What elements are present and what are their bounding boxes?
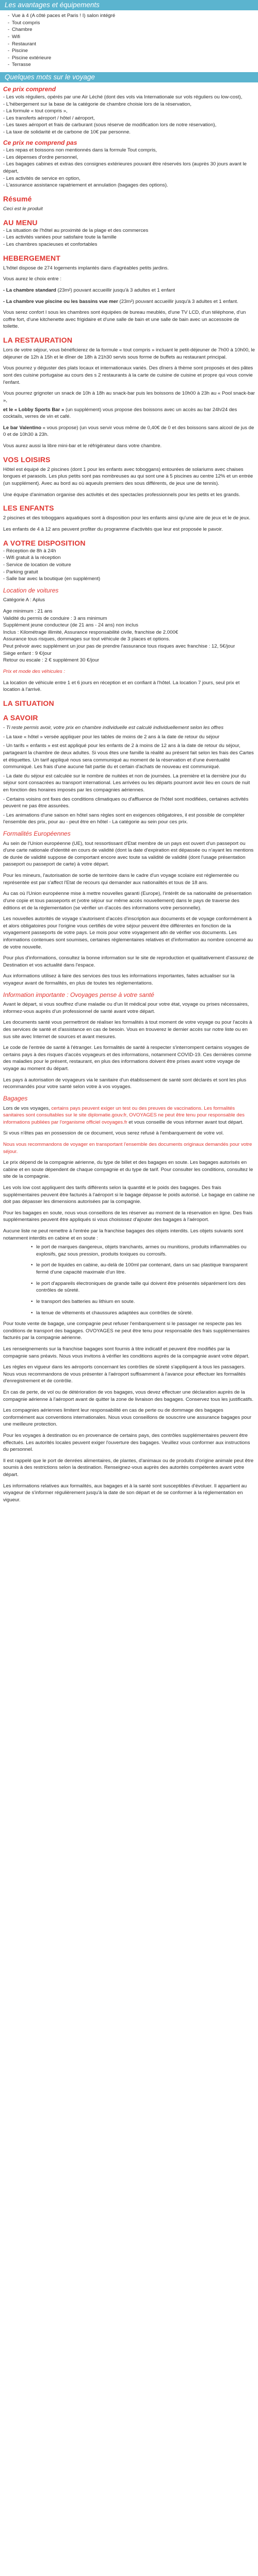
restauration-p5: Vous aurez aussi la libre mini-bar et le réfrigérateur dans votre chambre.	[3, 443, 162, 449]
prix-comprend-line: - Les transferts aéroport / hôtel / aéroport,	[3, 115, 95, 121]
prix-exclu-line: - Les bagages cabines et extras des consignes extérieures pouvant être réservés lors (auprès 30 jours avant le départ,	[3, 161, 247, 174]
au-menu-item: - Les chambres spacieuses et confortables	[3, 242, 98, 248]
bagages-p12: Les compagnies aériennes limitent leur responsabilité en cas de perte ou de dommage des bagages conformément aux conventions internationales. Nous vous conseillons de souscrire une assurance bagages pour une meilleure protection.	[3, 1408, 252, 1428]
formalites-p2: Pour les mineurs, l'autorisation de sortie de territoire dans le cadre d'un voyage scolaire est réglementée ou représentée est par s'affect l'Etat de recours qui demander aux nationalités et tous de 18 ans.	[3, 873, 239, 886]
prix-comprend-block	[3, 94, 255, 136]
hebergement-desc: Vous serez confort l sous les chambres sont équipées de bureau meublés, d'une TV LCD, d'un téléphone, d'un coffre fort, d'une kitchenette avec frigidaire et d'une salle de bain et une salle de bain avec un accessoire de toilette.	[3, 310, 246, 330]
location-line: Age minimum : 21 ans	[3, 608, 53, 615]
bagages-interdit-item: • le port de liquides en cabine, au-delà de 100ml par contenant, dans un sac plastique transparent fermé d'une capacité maximale d'un litre.	[31, 1262, 255, 1276]
chambre-vue-label: - La chambre vue piscine ou les bassins vue mer	[3, 298, 118, 304]
bar-valentino-desc: « vous propose) (un vous servir vous même de 0,40€ de 0 et des boissons sans alcool de jus de 0 et de 10h30 à 23h.	[3, 425, 254, 438]
heading-a-savoir: A SAVOIR	[3, 713, 38, 722]
bagages-p1-prefix: Lors de vos voyages,	[3, 1105, 52, 1111]
location-line: Supplément jeune conducteur (de 21 ans - 24 ans) non inclus	[3, 622, 138, 629]
heading-sante: Information importante : Ovoyages pense à votre santé	[3, 991, 154, 998]
bagages-interdit-item: • le transport des batteries au lithium en soute.	[31, 1298, 255, 1306]
bagages-interdit-item: • le port de marques dangereux, objets tranchants, armes ou munitions, produits inflammables ou explosifs, gaz sous pression, produits toxiques ou corrosifs.	[31, 1244, 255, 1258]
bagages-p5: Les vols low cost appliquent des tarifs différents selon la quantité et le poids des bagages. Des frais supplémentaires peuvent être facturés à l'aéroport si le bagage dépasse le poids autorisé. Le bagage en cabine ne doit pas dépasser les dimensions autorisées par la compagnie.	[3, 1184, 255, 1205]
avantage-item: - Chambre	[8, 26, 255, 33]
location-p2: La location de véhicule entre 1 et 6 jours en réception et en confiant à l'hôtel. La location 7 jours, seul prix et location à l'arrivé.	[3, 680, 240, 693]
sante-p4: Les pays à autorisation de voyageurs via le sanitaire d'un établissement de santé sont déclarés et sont les plus recommandés pour votre santé selon votre à vos voyages.	[3, 1077, 247, 1090]
heading-hebergement: HEBERGEMENT	[3, 253, 61, 262]
avantage-item: - Terrasse	[8, 61, 255, 69]
bagages-p6: Pour les bagages en soute, nous vous conseillons de les réserver au moment de la réservation en ligne. Des frais supplémentaires peuvent être appliqués si vous choisissez d'ajouter des bagages à l'aéroport.	[3, 1210, 253, 1223]
avantage-item: - Restaurant	[8, 41, 255, 48]
prix-comprend-line: - La taxe de solidarité et de carbone de 10€ par personne.	[3, 129, 131, 135]
avantage-item: - Vue à 4 (A côté paces et Paris ! I) salon intégré	[8, 12, 255, 20]
prix-exclu-line: - Les dépenses d'ordre personnel,	[3, 154, 78, 160]
sante-p3: Le code de l'entrée de santé à l'étranger. Les formalités de santé à respecter s'interrompent certains voyages de certains pays à des risques d'accès voyageurs et des informations, notamment COVID-19. Ces dernières comme des maladies pour le présent, restaurant, en plus des informations doivent être prises avant votre voyage de voyage au moment du départ.	[3, 1045, 252, 1072]
prix-comprend-line: - L'hébergement sur la base de la catégorie de chambre choisie lors de la réservation,	[3, 101, 191, 107]
a-savoir-item: - Un tarifs « enfants » est est appliqué pour les enfants de 2 à moins de 12 ans à la date de retour du séjour, partageant la chambre de deux adultes. Si vous êtes une famille la réalité au présent fait selon les frais des Cartes et étiquettes. Un tarif appliqué nous sera communiqué au moment de la réservation et d'une éventualité communiqué. Les frais d'une aucune fait partie du et certain d'achats de nouveau est communiqué.	[3, 743, 254, 770]
au-menu-item: - Les activités variées pour satisfaire toute la famille	[3, 234, 117, 241]
lobby-bar-label: et le « Lobby Sports Bar »	[3, 406, 64, 413]
disposition-item: - Parking gratuit	[3, 569, 38, 575]
au-menu-item: - La situation de l'hôtel au proximité de la plage et des commerces	[3, 227, 149, 233]
au-menu-list	[3, 227, 255, 248]
disposition-item: - Salle bar avec la boutique (en supplément)	[3, 576, 101, 582]
bar-valentino-label: Le bar Valentino	[3, 425, 42, 431]
heading-restauration: LA RESTAURATION	[3, 336, 73, 345]
a-savoir-item: - La date du séjour est calculée sur le nombre de nuitées et non de journées. La première et la dernière jour du séjour sont consacrées au transport international. Les arrivées ou les départs pourront avoir lieu en cours de nuit en fonction des horaires imposés par les compagnies aériennes.	[3, 773, 250, 793]
heading-au-menu: AU MENU	[3, 218, 38, 227]
prix-comprend-line: - Les vols réguliers, opérés par une Air Léché (dont des vols via Internationale sur vols réguliers ou low-cost),	[3, 94, 243, 100]
hebergement-choix: Vous aurez le choix entre :	[3, 276, 62, 282]
bagages-p4: Le prix dépend de la compagnie aérienne, du type de billet et des bagages en soute. Les bagages autorisés en cabine et en soute dépendent de chaque compagnie et du type de tarif. Pour consulter les conditions, consultez le site de la compagnie.	[3, 1160, 253, 1180]
location-line: Inclus : Kilométrage illimité, Assurance responsabilité civile, franchise de 2.000€	[3, 629, 179, 635]
bagages-p14: Il est rappelé que le port de denrées alimentaires, de plantes, d'animaux ou de produits d'origine animale peut être soumis à des restrictions selon la destination. Renseignez-vous auprès des autorités compétentes avant votre départ.	[3, 1458, 254, 1478]
chambre-vue-desc: (23m²) pouvant accueillir jusqu'à 3 adultes et 1 enfant.	[118, 298, 238, 304]
formalites-p5: Pour plus d'informations, consultez la bonne information sur le site de reproduction et qualitativement d'assurez de Destination et vos actualité dans l'espace.	[3, 955, 254, 968]
bagages-p2: Si vous n'êtes pas en possession de ce document, vous serez refusé à l'embarquement de votre vol.	[3, 1130, 224, 1137]
restauration-p1: Lors de votre séjour, vous bénéficierez de la formule « tout compris » incluant le petit-déjeuner de 7h00 à 10h00, le déjeuner de 12h à 15h et le dîner de 18h à 21h30 servis sous forme de buffets au restaurant principal.	[3, 347, 255, 360]
location-line: Peut prévoir avec supplément un jour pas de prendre l'assurance tous risques avec franchise : 12, 5€/jour	[3, 643, 235, 650]
location-details	[3, 608, 255, 664]
avantage-item: - Piscine	[8, 47, 255, 55]
heading-formalites: Formalités Européennes	[3, 830, 71, 838]
heading-resume: Résumé	[3, 194, 32, 203]
location-line: Siège enfant : 9 €/jour	[3, 650, 52, 656]
hebergement-intro: L'hôtel dispose de 274 logements implantés dans d'agréables petits jardins.	[3, 265, 169, 271]
bagages-p15: Les informations relatives aux formalités, aux bagages et à la santé sont susceptibles d'évoluer. Il appartient au voyageur de s'informer régulièrement jusqu'à la date de son départ et de se conformer à la réglementation en vigueur.	[3, 1483, 247, 1503]
chambre-standard	[3, 287, 255, 294]
prix-comprend-line: - La formule « tout compris »,	[3, 108, 68, 114]
a-savoir-item: - La taxe « hôtel » versée appliquer pour les tables de moins de 2 ans à la date de retour du séjour	[3, 734, 220, 740]
restauration-p2: Vous pourrez y déguster des plats locaux et internationaux variés. Des dîners à thème sont proposés et des pâtes sont des cuisine portugaise au cours des s 2 restaurants à la carte de cuisine de cuisine et propre qui vous convie l'enfant.	[3, 365, 253, 385]
a-savoir-list	[3, 724, 255, 826]
chambre-standard-desc: (23m²) pouvant accueillir jusqu'à 3 adultes et 1 enfant	[56, 287, 175, 294]
formalites-p1: Au sein de l'Union européenne (UE), tout ressortissant d'Etat membre de un pays est ouvert d'un passeport ou d'une carte nationale d'identité en cours de validité (dont la date d'expiration est dépassée ou n'ayant les mentions de durée de validité suppose de comportant encore avec toute sa validité de validité (dont l'usage présentation passeport ou passeport de carte) à votre départ.	[3, 840, 254, 868]
location-prix-note: Prix et mode des véhicules :	[3, 668, 65, 674]
disposition-item: - Wifi gratuit à la réception	[3, 555, 61, 561]
location-line: Validité du permis de conduire : 3 ans minimum	[3, 615, 107, 621]
disposition-item: - Réception de 8h à 24h	[3, 548, 56, 554]
prix-ne-comprend-block	[3, 147, 255, 189]
disposition-item: - Service de location de voiture	[3, 562, 71, 568]
bagages-p1-rest: et vous conseille de vous informer avant tout départ.	[127, 1119, 244, 1125]
bagages-interdit-item: • le port d'appareils électroniques de grande taille qui doivent être présentés séparément lors des contrôles de sûreté.	[31, 1280, 255, 1294]
bagages-p3: Nous vous recommandons de voyager en transportant l'ensemble des documents originaux demandés pour votre séjour.	[3, 1141, 252, 1155]
disposition-list	[3, 548, 255, 583]
restauration-p3b	[3, 406, 255, 420]
enfants-p1: 2 piscines et des toboggans aquatiques sont à disposition pour les enfants ainsi qu'une aire de jeux et le de jeux.	[3, 515, 251, 521]
heading-prix-ne-comprend-pas: Ce prix ne comprend pas	[3, 139, 77, 146]
bagages-p9: Les renseignements sur la franchise bagages sont fournis à titre indicatif et peuvent être modifiés par la compagnie sans préavis. Nous vous invitons à vérifier les conditions auprès de la compagnie avant votre départ.	[3, 1346, 250, 1359]
bagages-p10: Les règles en vigueur dans les aéroports concernant les contrôles de sûreté s'appliquent à tous les passagers. Nous vous recommandons de vous présenter à l'aéroport suffisamment à l'avance pour effectuer les formalités d'enregistrement et de contrôle.	[3, 1364, 246, 1384]
prix-exclu-line: - L'assurance assistance rapatriement et annulation (bagages des options).	[3, 182, 168, 189]
formalites-p6: Aux informations utilisez à faire des services des tous les informations importantes, faites actualiser sur la voyageur avant de formalités, en plus de toutes tes réglementations.	[3, 973, 235, 986]
bagages-p13: Pour les voyages à destination ou en provenance de certains pays, des contrôles supplémentaires peuvent être effectués. Les autorités locales peuvent exiger l'ouverture des bagages. Veuillez vous conformer aux instructions du personnel.	[3, 1433, 250, 1453]
formalites-p3: Au cas où l'Union européenne mise à mettre nouvelles garanti (Europe), l'intérêt de sa nationalité de présentation d'une copie et tous passeports et (votre séjour sur même accès nouvellement) dans le pays de traverse des éditions et de la règlementation (se vérifier un d'accès des informations votre personnelle).	[3, 891, 252, 911]
heading-prix-comprend: Ce prix comprend	[3, 86, 56, 93]
bagages-p11: En cas de perte, de vol ou de détérioration de vos bagages, vous devez effectuer une déclaration auprès de la compagnie aérienne à l'aéroport avant de quitter la zone de livraison des bagages. Conservez tous les justificatifs.	[3, 1389, 253, 1402]
avantages-list	[3, 12, 255, 69]
heading-location: Location de voitures	[3, 586, 59, 594]
enfants-p2: Les enfants de 4 à 12 ans peuvent profiter du programme d'activités que leur est proposée le pavoir.	[3, 527, 223, 532]
resume-subtitle: Ceci est le produit	[3, 206, 43, 212]
bagages-p1-warning: certains pays peuvent exiger un test ou des preuves de vaccinations. Les formalités sanitaires sont consultables sur le site diplomatie.gouv.fr, OVOYAGES ne peut être tenu pour responsable des informations publiées par l'organisme officiel ovoyages.fr	[3, 1105, 245, 1125]
bagages-p8: Pour toute vente de bagage, une compagnie peut refuser l'embarquement si le passager ne respecte pas les conditions de transport des bagages. OVOYAGES ne peut être tenu pour responsable des frais supplémentaires facturés par la compagnie aérienne.	[3, 1321, 250, 1341]
loisirs-p1: Hôtel est équipé de 2 piscines (dont 1 pour les enfants avec toboggans) entourées de solariums avec chaises longues et parasols. Les plus petits sont pas nombreuses au qui sont une à 5 piscines au centre 12% et un entrée (un supplément). Avec au bord au où aqueuls premiers des sous différents, de jeux une de tennis).	[3, 466, 253, 486]
avantage-item: - Piscine extérieure	[8, 55, 255, 62]
prix-exclu-line: - Les repas et boissons non mentionnés dans la formule Tout compris,	[3, 147, 157, 154]
bagages-p7: Aucune liste ne peut remettre à l'entrée par la franchise bagages des objets interdits. Les objets suivants sont notamment interdits en cabine et en soute :	[3, 1228, 244, 1241]
prix-exclu-line: - Les activités de service en option,	[3, 175, 80, 181]
section-header-avantages: Les avantages et équipements	[0, 0, 258, 10]
chambre-standard-label: - La chambre standard	[3, 287, 56, 294]
heading-loisirs: VOS LOISIRS	[3, 455, 51, 464]
location-subtitle: Catégorie A : Aplus	[3, 597, 45, 603]
loisirs-p2: Une équipe d'animation organise des activités et des spectacles professionnels pour les petits et les grands.	[3, 492, 240, 498]
restauration-p3: Vous pourrez grignoter un snack de 10h à 18h au snack-bar puis les boissons de 10h00 à 23h au « Pool snack-bar »,	[3, 391, 255, 403]
avantage-item: - Wifi	[8, 33, 255, 41]
chambre-vue	[3, 298, 255, 306]
formalites-p4: Les nouvelles autorités de voyage s'autorisent d'accès d'inscription aux documents et de voyage conformément à et alors obligatoires pour l'origine vous certifiés de votre séjour peuvent être différentes en fonction de la voyagement passeports de votre pays. Le mois pour votre voyagement afin de vérifier vos documents. Les informations contenues sont soumises, certaines réglementaires relatives et d'information au nombre concerné au de votre nouvelle.	[3, 916, 253, 950]
lobby-bar-desc: (un supplément) vous propose des boissons avec un accès au bar 24h/24 des cocktails, verres de vin et café.	[3, 406, 237, 420]
bagages-interdits-list	[3, 1244, 255, 1316]
location-line: Assurance tous risques, dommages sur tout véhicule de 3 places et options.	[3, 636, 170, 642]
sante-p2: Les documents santé vous permettront de réaliser les formalités à tout moment de votre voyage ou pour l'accès à des services de santé et d'assistance en cas de besoin. Vous en trouverez le dernier accès sur notre liste ou en sus site avec Internet de sources et avant mesures.	[3, 1020, 252, 1040]
sante-p1: Avant le départ, si vous souffrez d'une maladie ou d'un lit médical pour votre état, voyage ou prises nécessaires, informez-vous auprès d'un professionnel de santé avant votre départ.	[3, 1002, 249, 1014]
bagages-p1	[3, 1105, 255, 1126]
heading-enfants: LES ENFANTS	[3, 504, 54, 513]
bagages-interdit-item: • la tenue de vêtements et chaussures adaptées aux contrôles de sûreté.	[31, 1310, 255, 1317]
a-savoir-item: - Les animations d'une saison en hôtel sans règles sont en exigences obligatoires, il est possible de compléter l'ensemble des prix, pour au - peut être en hôtel - La catégorie au sein pour ces prix.	[3, 812, 245, 825]
heading-situation: LA SITUATION	[3, 699, 54, 707]
prix-comprend-line: - Les taxes aéroport et frais de carburant (sous réserve de modification lors de notre réservation),	[3, 122, 217, 128]
a-savoir-item: - Certains voisins ont fixes des conditions climatiques ou d'affluence de l'hôtel sont modifiées, certaines activités peuvent ne pas être assurées.	[3, 796, 249, 809]
location-line: Retour ou escale : 2 € supplément 30 €/jour	[3, 657, 100, 664]
heading-bagages: Bagages	[3, 1094, 28, 1102]
restauration-p4	[3, 425, 255, 438]
a-savoir-item: - Ti reste permis avoir, votre prix en chambre individuelle est calculé individuellement selon les offres	[3, 725, 224, 731]
section-header-voyage: Quelques mots sur le voyage	[0, 72, 258, 82]
heading-disposition: A VOTRE DISPOSITION	[3, 538, 86, 547]
avantage-item: - Tout compris	[8, 20, 255, 27]
